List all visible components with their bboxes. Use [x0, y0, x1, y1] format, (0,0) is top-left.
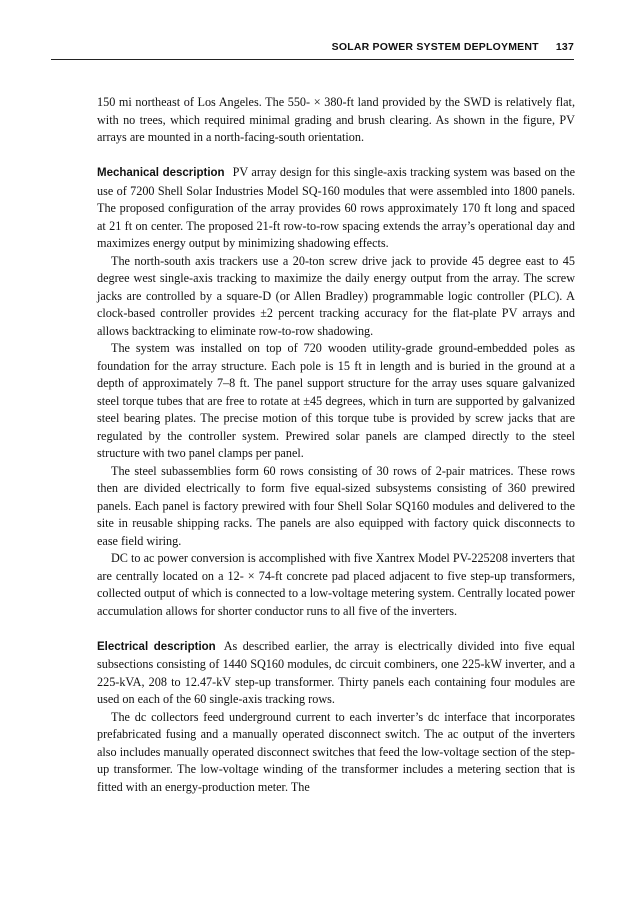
mechanical-paragraph-4: The steel subassemblies form 60 rows consisting of 30 rows of 2-pair matrices. These rows then are divided electrically to form five equal-sized subsystems consisting of 360 prewired panels. Each panel is factory prewired with four Shell Solar SQ160 modules and delivered to the site in reusable shipping racks. The panels are also equipped with factory quick disconnects to ease field wiring.	[97, 463, 575, 548]
running-header-title: SOLAR POWER SYSTEM DEPLOYMENT	[331, 41, 539, 53]
running-header	[51, 41, 574, 60]
mechanical-paragraph-1	[97, 164, 575, 253]
mechanical-paragraph-2: The north-south axis trackers use a 20-ton screw drive jack to provide 45 degree east to 45 degree west single-axis tracking to maximize the daily energy output from the array. The screw jacks are controlled by a square-D (or Allen Bradley) programmable logic controller (PLC). A clock-based controller provides ±2 percent tracking accuracy for the flat-plate PV arrays and allows backtracking to eliminate row-to-row shadowing.	[97, 253, 575, 338]
electrical-paragraph-2: The dc collectors feed underground current to each inverter’s dc interface that incorporates prefabricated fusing and a manually operated disconnect switch. The ac output of the inverters also includes manually operated disconnect switches that feed the low-voltage section of the step-up transformer. The low-voltage winding of the transformer includes a metering section that is fitted with an energy-production meter. The	[97, 709, 575, 794]
mechanical-paragraph-1-text: PV array design for this single-axis tracking system was based on the use of 7200 Shell Solar Industries Model SQ-160 modules that were assembled into 1800 panels. The proposed configuration of the array provides 60 rows approximately 170 ft long and spaced at 21 ft on center. The proposed 21-ft row-to-row spacing extends the array’s operational day and maximizes energy output by minimizing shadowing effects.	[97, 165, 575, 250]
body-text	[97, 94, 575, 796]
electrical-paragraph-1-text: As described earlier, the array is electrically divided into five equal subsections consisting of 1440 SQ160 modules, dc circuit combiners, one 225-kW inverter, and a 225-kVA, 208 to 12.47-kV step-up transformer. Thirty panels each containing four modules are used on each of the 60 single-axis tracking rows.	[97, 638, 576, 706]
mechanical-heading: Mechanical description	[97, 167, 225, 179]
electrical-heading: Electrical description	[97, 640, 216, 653]
mechanical-paragraph-5: DC to ac power conversion is accomplished with five Xantrex Model PV-225208 inverters that are centrally located on a 12- × 74-ft concrete pad placed adjacent to five step-up transformers, collected output of which is connected to a low-voltage metering system. Centrally located power accumulation allows for shorter conductor runs to all five of the inverters.	[97, 551, 575, 618]
electrical-paragraph-1	[97, 638, 575, 709]
mechanical-paragraph-3: The system was installed on top of 720 wooden utility-grade ground-embedded poles as foundation for the array structure. Each pole is 15 ft in length and is buried in the ground at a depth of approximately 7–8 ft. The panel support structure for the array uses square galvanized steel torque tubes that are free to rotate at ±45 degrees, which in turn are supported by galvanized steel bearing plates. The precise motion of this torque tube is provided by screw jacks that are regulated by the controller system. Prewired solar panels are clamped directly to the steel structure with two panel clamps per panel.	[97, 341, 575, 460]
page-number: 137	[555, 41, 574, 53]
intro-paragraph: 150 mi northeast of Los Angeles. The 550- × 380-ft land provided by the SWD is relatively flat, with no trees, which required minimal grading and brush clearing. As shown in the figure, PV arrays are mounted in a north-facing-south orientation.	[97, 95, 575, 144]
